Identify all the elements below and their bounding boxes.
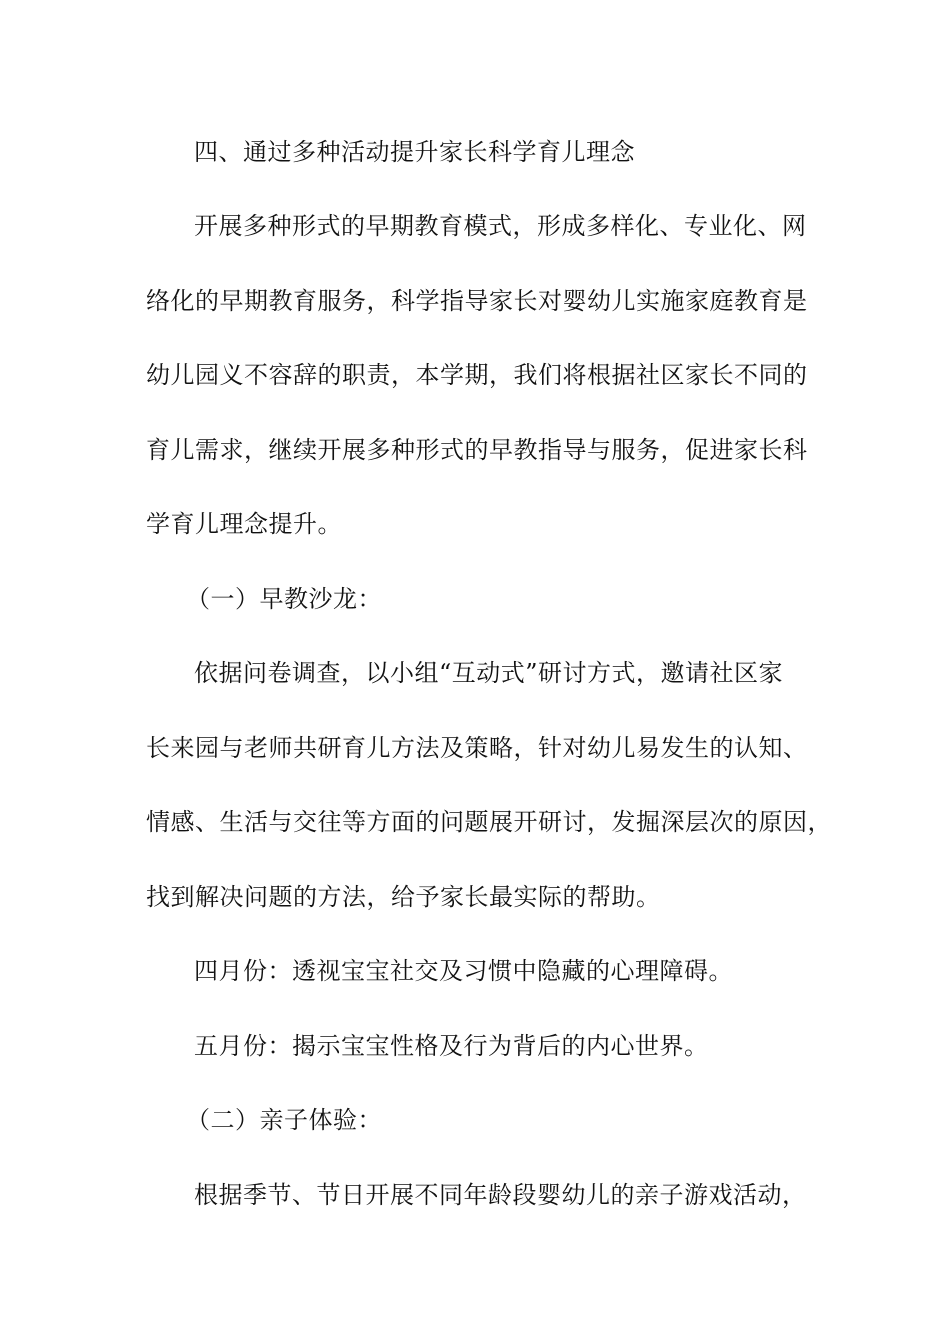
paragraph-line: 长来园与老师共研育儿方法及策略，针对幼儿易发生的认知、 — [146, 734, 808, 762]
paragraph-line: 幼儿园义不容辞的职责，本学期，我们将根据社区家长不同的 — [146, 361, 808, 389]
paragraph-line: 情感、生活与交往等方面的问题展开研讨，发掘深层次的原因， — [146, 808, 832, 836]
section-heading: 四、通过多种活动提升家长科学育儿理念 — [194, 138, 635, 166]
subsection-heading: （一）早教沙龙： — [186, 585, 382, 613]
subsection-heading: （二）亲子体验： — [186, 1106, 382, 1134]
paragraph-line: 根据季节、节日开展不同年龄段婴幼儿的亲子游戏活动， — [194, 1181, 807, 1209]
paragraph-line: 学育儿理念提升。 — [146, 510, 342, 538]
paragraph-line: 找到解决问题的方法，给予家长最实际的帮助。 — [146, 883, 661, 911]
paragraph-line: 开展多种形式的早期教育模式，形成多样化、专业化、网 — [194, 212, 807, 240]
list-item: 五月份：揭示宝宝性格及行为背后的内心世界。 — [194, 1032, 709, 1060]
paragraph-line: 络化的早期教育服务，科学指导家长对婴幼儿实施家庭教育是 — [146, 287, 808, 315]
list-item: 四月份：透视宝宝社交及习惯中隐藏的心理障碍。 — [194, 957, 733, 985]
paragraph-line: 育儿需求，继续开展多种形式的早教指导与服务，促进家长科 — [146, 436, 808, 464]
paragraph-line: 依据问卷调查，以小组“互动式”研讨方式，邀请社区家 — [194, 659, 784, 687]
